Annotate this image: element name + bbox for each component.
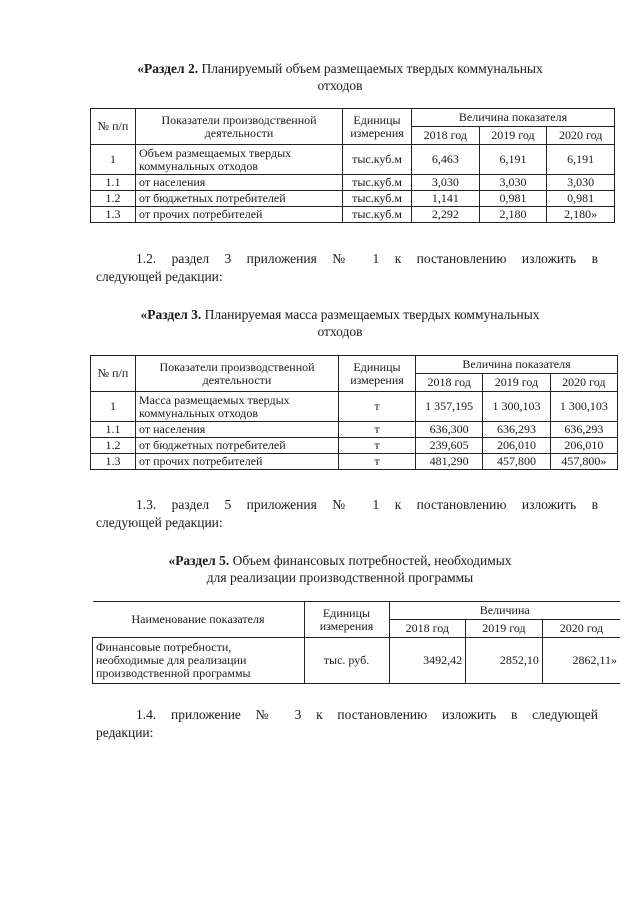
header-indicator: Показатели производственной деятельности — [136, 109, 343, 145]
row-name: от бюджетных потребителей — [136, 191, 343, 207]
row-num: 1 — [91, 392, 136, 422]
row-2019: 6,191 — [479, 145, 547, 175]
row-unit: тыс.куб.м — [343, 175, 412, 191]
row-unit: т — [339, 438, 416, 454]
header-year-2020: 2020 год — [542, 620, 620, 638]
row-2020: 2862,11» — [542, 638, 620, 684]
header-year-2018: 2018 год — [416, 374, 483, 392]
header-year-2019: 2019 год — [483, 374, 550, 392]
section-3-heading-line2: отходов — [317, 324, 363, 339]
table-row — [91, 175, 615, 191]
row-2020: 206,010 — [550, 438, 617, 454]
row-2018: 1,141 — [412, 191, 480, 207]
row-2019: 1 300,103 — [483, 392, 550, 422]
section-2-heading-line2: отходов — [317, 78, 363, 93]
row-2020: 3,030 — [547, 175, 615, 191]
row-2018: 3492,42 — [389, 638, 466, 684]
paragraph-1-2-line2: следующей редакции: — [96, 269, 223, 284]
section-5-heading — [90, 552, 590, 586]
row-unit: тыс.куб.м — [343, 207, 412, 223]
header-unit: Единицы измерения — [339, 356, 416, 392]
row-unit: т — [339, 454, 416, 470]
paragraph-1-4-line1: 1.4. приложение № 3 к постановлению изложить в следующей — [136, 707, 598, 722]
row-2018: 481,290 — [416, 454, 483, 470]
header-value: Величина показателя — [412, 109, 615, 127]
row-unit: тыс. руб. — [304, 638, 389, 684]
row-2020: 0,981 — [547, 191, 615, 207]
row-name: Масса размещаемых твердых коммунальных отходов — [136, 392, 339, 422]
row-2020: 457,800» — [550, 454, 617, 470]
row-2018: 2,292 — [412, 207, 480, 223]
row-unit: тыс.куб.м — [343, 145, 412, 175]
row-unit: тыс.куб.м — [343, 191, 412, 207]
paragraph-1-4-line2: редакции: — [96, 725, 154, 740]
section-5-heading-text: Объем финансовых потребностей, необходимых — [229, 553, 512, 568]
row-2018: 636,300 — [416, 422, 483, 438]
row-2019: 457,800 — [483, 454, 550, 470]
section-3-heading — [90, 306, 590, 340]
paragraph-1-2-line1: 1.2. раздел 3 приложения № 1 к постановлению изложить в — [136, 251, 598, 266]
header-name: Наименование показателя — [93, 602, 305, 638]
row-name: от прочих потребителей — [136, 207, 343, 223]
row-name: от населения — [136, 422, 339, 438]
header-year-2018: 2018 год — [412, 127, 480, 145]
row-num: 1.2 — [91, 191, 136, 207]
row-name: от населения — [136, 175, 343, 191]
paragraph-1-3 — [96, 496, 598, 532]
row-num: 1.2 — [91, 438, 136, 454]
header-year-2020: 2020 год — [547, 127, 615, 145]
table-row — [91, 207, 615, 223]
row-2020: 1 300,103 — [550, 392, 617, 422]
paragraph-1-2 — [96, 250, 598, 286]
section-2-heading-bold: «Раздел 2. — [137, 61, 199, 76]
row-2018: 3,030 — [412, 175, 480, 191]
row-name: Финансовые потребности, необходимые для реализации производственной программы — [93, 638, 305, 684]
row-2018: 239,605 — [416, 438, 483, 454]
section-2-heading-text: Планируемый объем размещаемых твердых коммунальных — [198, 61, 543, 76]
header-year-2020: 2020 год — [550, 374, 617, 392]
header-num: № п/п — [91, 109, 136, 145]
row-2018: 1 357,195 — [416, 392, 483, 422]
row-unit: т — [339, 422, 416, 438]
section-2-heading — [90, 60, 590, 94]
row-2018: 6,463 — [412, 145, 480, 175]
row-2019: 2852,10 — [466, 638, 543, 684]
row-2019: 636,293 — [483, 422, 550, 438]
table-row — [91, 454, 618, 470]
table-row — [91, 392, 618, 422]
section-3-heading-text: Планируемая масса размещаемых твердых коммунальных — [201, 307, 540, 322]
table-row — [93, 638, 621, 684]
section-5-heading-bold: «Раздел 5. — [168, 553, 230, 568]
section-3-heading-bold: «Раздел 3. — [140, 307, 202, 322]
header-num: № п/п — [91, 356, 136, 392]
header-unit: Единицы измерения — [304, 602, 389, 638]
header-indicator: Показатели производственной деятельности — [136, 356, 339, 392]
row-2019: 206,010 — [483, 438, 550, 454]
section-5-heading-line2: для реализации производственной программы — [206, 570, 474, 585]
row-num: 1.3 — [91, 207, 136, 223]
row-num: 1.1 — [91, 175, 136, 191]
row-num: 1 — [91, 145, 136, 175]
row-num: 1.3 — [91, 454, 136, 470]
row-2019: 0,981 — [479, 191, 547, 207]
row-unit: т — [339, 392, 416, 422]
table-row — [91, 145, 615, 175]
header-value: Величина показателя — [416, 356, 618, 374]
header-year-2019: 2019 год — [466, 620, 543, 638]
section-2-table — [90, 108, 615, 223]
row-name: от прочих потребителей — [136, 454, 339, 470]
section-3-table — [90, 355, 618, 470]
table-row — [91, 191, 615, 207]
paragraph-1-4 — [96, 706, 598, 742]
header-value: Величина — [389, 602, 620, 620]
row-name: Объем размещаемых твердых коммунальных отходов — [136, 145, 343, 175]
header-year-2018: 2018 год — [389, 620, 466, 638]
row-2020: 636,293 — [550, 422, 617, 438]
section-5-table — [92, 601, 620, 684]
header-unit: Единицы измерения — [343, 109, 412, 145]
row-name: от бюджетных потребителей — [136, 438, 339, 454]
row-2019: 3,030 — [479, 175, 547, 191]
row-2019: 2,180 — [479, 207, 547, 223]
header-year-2019: 2019 год — [479, 127, 547, 145]
row-2020: 6,191 — [547, 145, 615, 175]
table-row — [91, 422, 618, 438]
row-num: 1.1 — [91, 422, 136, 438]
paragraph-1-3-line2: следующей редакции: — [96, 515, 223, 530]
row-2020: 2,180» — [547, 207, 615, 223]
table-row — [91, 438, 618, 454]
paragraph-1-3-line1: 1.3. раздел 5 приложения № 1 к постановлению изложить в — [136, 497, 598, 512]
